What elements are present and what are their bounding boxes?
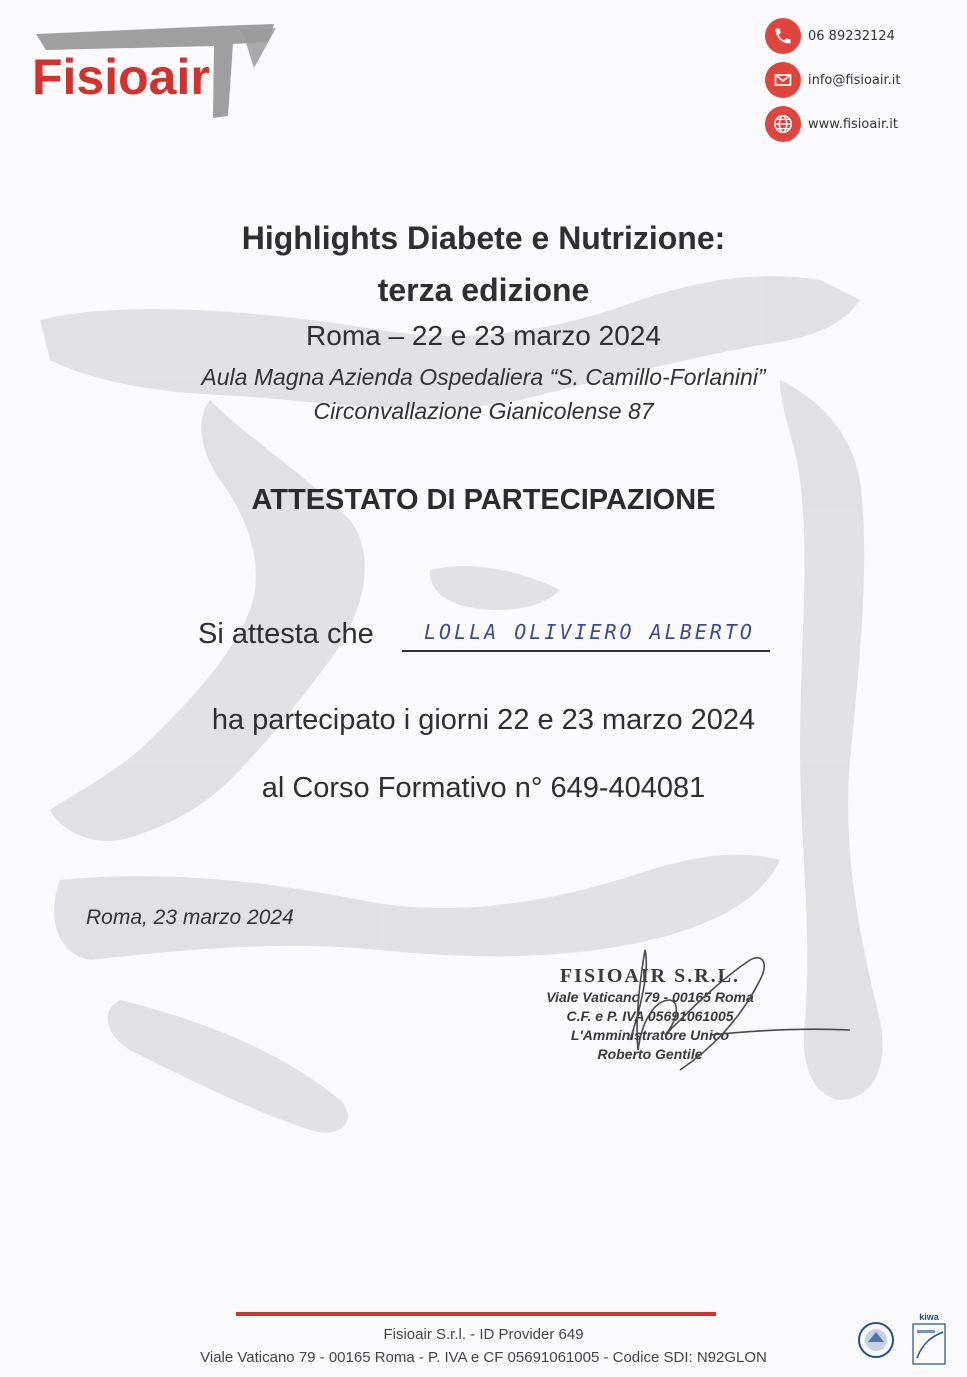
email-address: info@fisioair.it <box>808 72 901 88</box>
event-title-line2: terza edizione <box>377 272 590 308</box>
contact-email[interactable] <box>765 62 955 98</box>
contact-phone[interactable] <box>765 18 955 54</box>
participant-name: LOLLA OLIVIERO ALBERTO <box>424 620 755 644</box>
kiwa-badge-icon <box>909 1322 949 1366</box>
globe-icon <box>765 106 801 142</box>
participant-name-field <box>402 616 770 652</box>
event-address: Circonvallazione Gianicolense 87 <box>313 398 654 424</box>
contact-website[interactable] <box>765 106 955 142</box>
attest-prefix: Si attesta che <box>198 618 374 650</box>
phone-icon <box>765 18 801 54</box>
place-date: Roma, 23 marzo 2024 <box>86 906 294 929</box>
event-title-line1: Highlights Diabete e Nutrizione: <box>241 220 726 256</box>
website-url: www.fisioair.it <box>808 116 898 132</box>
event-venue: Aula Magna Azienda Ospedaliera “S. Camillo-Forlanini” <box>201 364 766 390</box>
footer-company-details: Viale Vaticano 79 - 00165 Roma - P. IVA e CF 05691061005 - Codice SDI: N92GLON <box>200 1349 767 1366</box>
stamp-role: L'Amministratore Unico <box>570 1027 730 1043</box>
event-dates: Roma – 22 e 23 marzo 2024 <box>306 320 661 351</box>
logo-text: Fisioair <box>32 49 210 105</box>
footer-provider: Fisioair S.r.l. - ID Provider 649 <box>383 1326 584 1343</box>
fisioair-logo <box>28 20 283 125</box>
stamp-address: Viale Vaticano 79 - 00165 Roma <box>546 989 754 1005</box>
stamp-person: Roberto Gentile <box>597 1046 703 1062</box>
stamp-company: FISIOAIR S.R.L. <box>559 965 741 987</box>
accredia-seal-icon <box>856 1318 896 1366</box>
kiwa-certification-logo <box>909 1312 949 1368</box>
contact-list <box>765 18 955 150</box>
phone-number: 06 89232124 <box>808 28 895 44</box>
handwritten-signature <box>560 940 860 1090</box>
mail-icon <box>765 62 801 98</box>
participation-text: ha partecipato i giorni 22 e 23 marzo 2024 <box>211 704 756 736</box>
course-number-text: al Corso Formativo n° 649-404081 <box>261 772 706 804</box>
footer-divider <box>236 1312 716 1316</box>
kiwa-logo-text: kiwa <box>919 1312 939 1322</box>
stamp-tax-id: C.F. e P. IVA 05691061005 <box>566 1008 734 1024</box>
certificate-heading: ATTESTATO DI PARTECIPAZIONE <box>251 484 716 516</box>
